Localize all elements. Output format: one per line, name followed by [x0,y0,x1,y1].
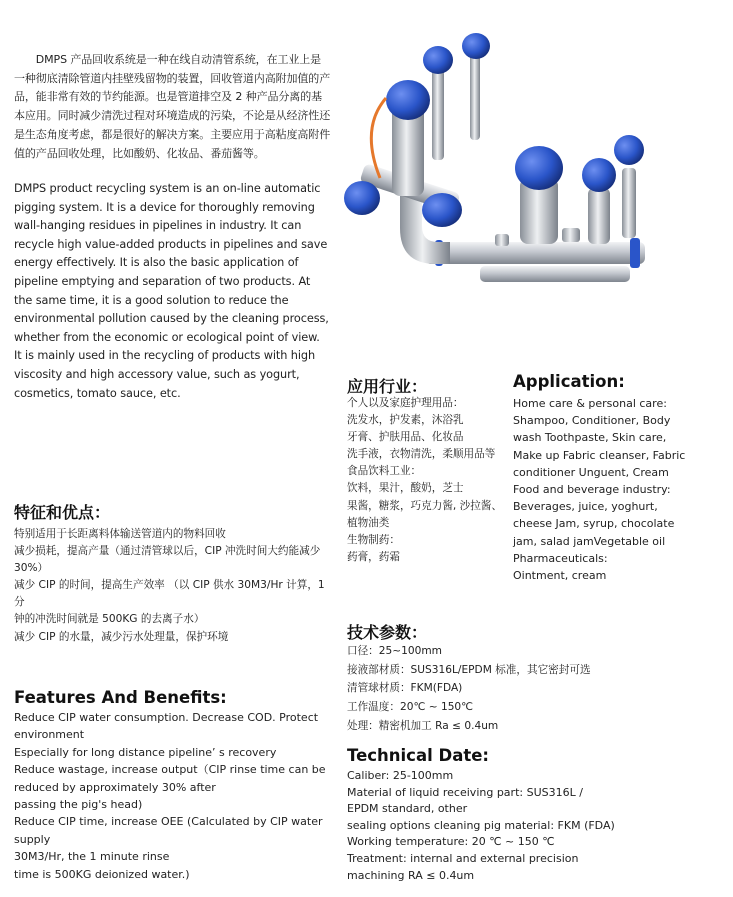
text-line: whether from the economic or ecological point of view. [14,330,320,344]
text-line: 食品饮料工业： [347,465,422,478]
text-line: Ointment, cream [513,569,607,583]
main-pipe [425,242,645,264]
tech-en-list [347,768,717,884]
text-line: 洗手液，衣物清洗，柔顺用品等 [347,448,496,461]
valve-body [588,188,610,244]
text-line: Pharmaceuticals: [513,551,608,565]
valve-body [470,50,480,140]
text-line: 品，能非常有效的节约能源。也是管道排空及 2 种产品分离的基 [14,90,322,104]
text-line: environmental pollution caused by the cleaning process, [14,312,329,326]
text-line: 是生态角度考虑，都是很好的解决方案。主要应用于高粘度高附件 [14,127,331,141]
features-zh-list [14,526,332,646]
text-line: Material of liquid receiving part: SUS316L / [347,785,583,799]
features-en-title: Features And Benefits: [14,688,227,707]
fitting [562,228,580,242]
valve-actuator-cap [386,80,430,120]
text-line: Especially for long distance pipeline’ s recovery [14,745,277,759]
text-line: 一种彻底清除管道内挂壁残留物的装置，回收管道内高附加值的产 [14,71,331,85]
text-line: machining RA ≤ 0.4um [347,868,475,882]
text-line: time is 500KG deionized water.) [14,867,190,881]
valve-actuator-cap [344,181,380,215]
text-line: environment [14,728,85,742]
application-en-title: Application: [513,372,625,391]
text-line: 果酱，糖浆，巧克力酱, 沙拉酱、 [347,499,503,512]
valve-actuator-cap [582,158,616,192]
valve-body [432,70,444,160]
text-line: Reduce CIP time, increase OEE (Calculated by CIP water [14,815,323,829]
text-line: DMPS product recycling system is an on-line automatic [14,182,321,195]
text-line: EPDM standard, other [347,802,468,816]
text-line: passing the pig's head) [14,798,143,812]
text-line: 本应用。同时减少清洗过程对环境造成的污染，不论是从经济性还 [14,109,331,123]
pipe-clamp [630,238,640,268]
valve-actuator-cap [614,135,644,165]
text-line: Working temperature: 20 ℃ ~ 150 ℃ [347,835,555,849]
secondary-pipe [480,266,630,282]
text-line: conditioner Unguent, Cream [513,465,669,479]
text-line: energy effectively. It is also the basic application of [14,256,299,270]
application-zh-title: 应用行业： [347,377,428,396]
text-line: 牙膏、护肤用品、化妆品 [347,431,464,444]
text-line: jam, salad jamVegetable oil [513,534,666,548]
tech-zh-title: 技术参数： [347,623,428,642]
text-line: 减少 CIP 的水量，减少污水处理量，保护环境 [14,630,229,643]
valve-actuator-cap [423,46,453,74]
text-line: 减少 CIP 的时间，提高生产效率 （以 CIP 供水 30M3/Hr 计算，1 [14,579,325,592]
text-line: 洗发水，护发素，沐浴乳 [347,414,464,427]
text-line: the same time, it is a good solution to reduce the [14,293,289,307]
text-line: 生物制药： [347,533,400,546]
text-line: Treatment: internal and external precision [347,851,579,865]
tech-zh-list [347,642,717,736]
valve-actuator-cap [515,146,563,190]
text-line: Caliber: 25-100mm [347,769,454,782]
text-line: cheese Jam, syrup, chocolate [513,517,675,531]
application-en-list [513,395,723,584]
intro-zh-paragraph [14,51,330,163]
text-line: 30M3/Hr, the 1 minute rinse [14,850,170,864]
text-line: 值的产品回收处理，比如酸奶、化妆品、番茄酱等。 [14,146,265,160]
text-line: Make up Fabric cleanser, Fabric [513,448,686,462]
text-line: wash Toothpaste, Skin care, [513,431,667,445]
text-line: 清管球材质：FKM(FDA) [347,682,463,695]
valve-actuator-cap [422,193,462,227]
text-line: 口径：25~100mm [347,645,442,657]
text-line: viscosity and high accessory value, such as yogurt, [14,367,300,381]
features-en-list [14,709,332,883]
text-line: Beverages, juice, yoghurt, [513,500,658,514]
tech-en-title: Technical Date: [347,746,490,765]
text-line: 药膏，药霜 [347,550,400,563]
text-line: Reduce wastage, increase output（CIP rinse time can be [14,763,326,777]
intro-en-paragraph [14,180,329,403]
fitting [495,234,509,246]
text-line: Home care & personal care: [513,397,667,410]
text-line: Shampoo, Conditioner, Body [513,414,671,428]
text-line: pipeline emptying and separation of two products. At [14,274,311,288]
features-zh-title: 特征和优点： [14,503,111,522]
text-line: sealing options cleaning pig material: FKM (FDA) [347,818,615,832]
text-line: cosmetics, tomato sauce, etc. [14,386,181,400]
text-line: 分 [14,596,25,609]
text-line: 钟的冲洗时间就是 500KG 的去离子水） [14,613,205,626]
text-line: wall-hanging residues in pipelines in industry. It can [14,219,302,233]
text-line: DMPS 产品回收系统是一种在线自动清管系统，在工业上是 [14,53,322,66]
text-line: 处理：精密机加工 Ra ≤ 0.4um [347,719,499,732]
text-line: 植物油类 [347,516,390,529]
text-line: 饮料，果汁，酸奶，芝士 [347,482,464,495]
text-line: 接液部材质：SUS316L/EPDM 标准，其它密封可选 [347,663,591,676]
text-line: 个人以及家庭护理用品： [347,397,464,409]
valve-actuator-cap [462,33,490,59]
text-line: recycle high value-added products in pipelines and save [14,237,328,251]
product-photo [330,28,668,306]
text-line: reduced by approximately 30% after [14,780,216,794]
text-line: supply [14,832,51,846]
text-line: Reduce CIP water consumption. Decrease COD. Protect [14,711,319,724]
valve-body [622,168,636,238]
text-line: 工作温度：20℃ ~ 150℃ [347,701,474,714]
text-line: pigging system. It is a device for thoroughly removing [14,200,315,214]
text-line: 特别适用于长距离料体输送管道内的物料回收 [14,528,226,540]
text-line: It is mainly used in the recycling of products with high [14,349,316,363]
text-line: Food and beverage industry: [513,483,671,497]
text-line: 减少损耗，提高产量（通过清管球以后，CIP 冲洗时间大约能减少 [14,545,321,558]
application-zh-list [347,395,507,566]
text-line: 30%） [14,562,49,575]
